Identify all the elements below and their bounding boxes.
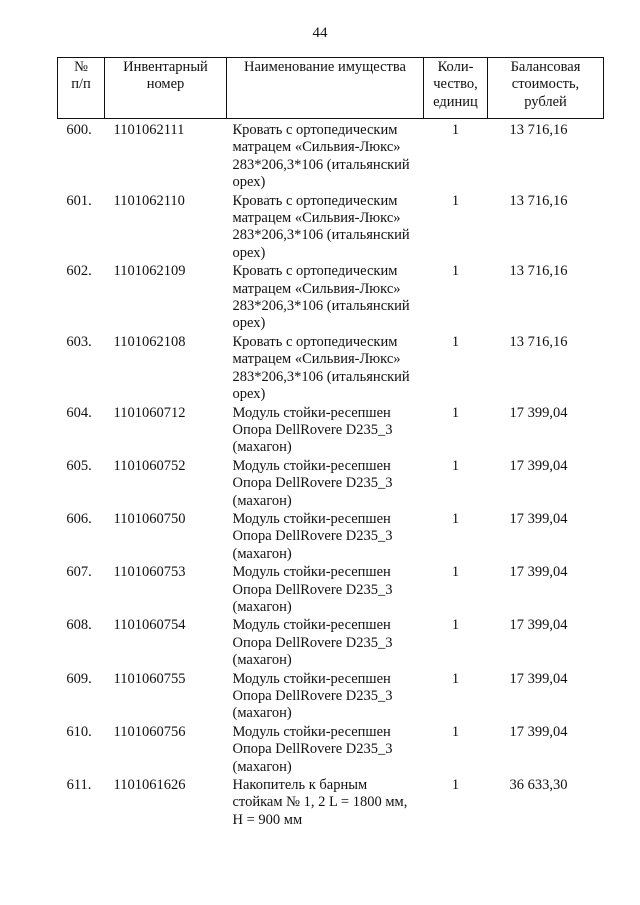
quantity: 1	[451, 777, 460, 794]
table-row	[58, 458, 604, 511]
item-name-line: Кровать с ортопедическим	[232, 192, 398, 209]
quantity: 1	[451, 457, 460, 474]
row-number: 601.	[66, 192, 92, 209]
item-name-line: 283*206,3*106 (итальянский	[232, 156, 410, 173]
item-name-line: (махагон)	[232, 439, 292, 456]
item-name-line: Кровать с ортопедическим	[232, 122, 398, 138]
balance-cost: 13 716,16	[509, 333, 568, 350]
item-name-line: Опора DellRovere D235_3	[232, 421, 393, 438]
header-row	[58, 58, 604, 119]
row-number: 608.	[66, 617, 92, 634]
inventory-number: 1101060712	[113, 404, 186, 421]
table-row	[58, 671, 604, 724]
row-number: 606.	[66, 510, 92, 527]
item-name-line: H = 900 мм	[232, 811, 303, 828]
item-name-line: Модуль стойки-ресепшен	[232, 404, 391, 421]
table-row	[58, 334, 604, 405]
row-number: 604.	[66, 404, 92, 421]
item-name-line: матрацем «Сильвия-Люкс»	[232, 351, 401, 368]
item-name-line: 283*206,3*106 (итальянский	[232, 298, 410, 315]
inventory-number: 1101060750	[113, 510, 186, 527]
row-number: 603.	[66, 333, 92, 350]
item-name-line: орех)	[232, 244, 266, 261]
table-row	[58, 564, 604, 617]
quantity: 1	[451, 670, 460, 687]
table-row	[58, 119, 604, 193]
item-name-line: Модуль стойки-ресепшен	[232, 564, 391, 581]
header-balance-cost: Балансовая стоимость, рублей	[488, 58, 604, 119]
inventory-number: 1101060753	[113, 564, 186, 581]
quantity: 1	[451, 263, 460, 280]
item-name-line: матрацем «Сильвия-Люкс»	[232, 210, 401, 227]
item-name-line: (махагон)	[232, 492, 292, 509]
quantity: 1	[451, 333, 460, 350]
item-name	[227, 724, 424, 777]
inventory-number: 1101062109	[113, 263, 186, 280]
item-name	[227, 617, 424, 670]
quantity: 1	[451, 723, 460, 740]
item-name-line: (махагон)	[232, 758, 292, 775]
item-name-line: 283*206,3*106 (итальянский	[232, 368, 410, 385]
inventory-number: 1101062111	[113, 122, 185, 138]
item-name-line: (махагон)	[232, 598, 292, 615]
item-name-line: Модуль стойки-ресепшен	[232, 457, 391, 474]
item-name-line: (махагон)	[232, 652, 292, 669]
table-row	[58, 724, 604, 777]
item-name-line: Опора DellRovere D235_3	[232, 475, 393, 492]
balance-cost: 13 716,16	[509, 122, 568, 138]
item-name	[227, 334, 424, 405]
item-name-line: Модуль стойки-ресепшен	[232, 510, 391, 527]
item-name-line: орех)	[232, 386, 266, 403]
balance-cost: 17 399,04	[509, 457, 568, 474]
item-name-line: (махагон)	[232, 545, 292, 562]
balance-cost: 17 399,04	[509, 723, 568, 740]
item-name-line: матрацем «Сильвия-Люкс»	[232, 280, 401, 297]
row-number: 602.	[66, 263, 92, 280]
balance-cost: 36 633,30	[509, 777, 568, 794]
quantity: 1	[451, 510, 460, 527]
item-name-line: (махагон)	[232, 705, 292, 722]
table-row	[58, 617, 604, 670]
item-name-line: Модуль стойки-ресепшен	[232, 617, 391, 634]
inventory-number: 1101060752	[113, 457, 186, 474]
item-name	[227, 777, 424, 830]
inventory-number: 1101060754	[113, 617, 186, 634]
item-name	[227, 193, 424, 264]
item-name	[227, 263, 424, 334]
quantity: 1	[451, 192, 460, 209]
table-body	[58, 119, 604, 831]
item-name-line: Кровать с ортопедическим	[232, 333, 398, 350]
item-name-line: орех)	[232, 174, 266, 191]
header-quantity: Коли- чество, единиц	[424, 58, 488, 119]
item-name	[227, 511, 424, 564]
item-name	[227, 405, 424, 458]
row-number: 611.	[66, 777, 92, 794]
item-name-line: Опора DellRovere D235_3	[232, 581, 393, 598]
item-name-line: стойкам № 1, 2 L = 1800 мм,	[232, 794, 408, 811]
item-name-line: Модуль стойки-ресепшен	[232, 670, 391, 687]
table-header	[58, 58, 604, 119]
item-name-line: Накопитель к барным	[232, 777, 368, 794]
balance-cost: 17 399,04	[509, 564, 568, 581]
inventory-number: 1101060756	[113, 723, 186, 740]
item-name	[227, 671, 424, 724]
page-number: 44	[312, 25, 328, 41]
balance-cost: 17 399,04	[509, 510, 568, 527]
inventory-number: 1101062108	[113, 333, 186, 350]
inventory-table	[57, 57, 604, 830]
item-name-line: Опора DellRovere D235_3	[232, 688, 393, 704]
inventory-number: 1101062110	[113, 192, 185, 209]
quantity: 1	[451, 404, 460, 421]
balance-cost: 17 399,04	[509, 670, 568, 687]
item-name-line: Кровать с ортопедическим	[232, 263, 398, 280]
item-name	[227, 119, 424, 193]
header-item-name: Наименование имущества	[227, 58, 424, 119]
row-number: 600.	[66, 122, 92, 138]
item-name-line: Модуль стойки-ресепшен	[232, 723, 391, 740]
inventory-number: 1101061626	[113, 777, 186, 794]
row-number: 605.	[66, 457, 92, 474]
table-row	[58, 263, 604, 334]
balance-cost: 17 399,04	[509, 404, 568, 421]
balance-cost: 17 399,04	[509, 617, 568, 634]
table-row	[58, 511, 604, 564]
table-row	[58, 193, 604, 264]
balance-cost: 13 716,16	[509, 263, 568, 280]
header-inventory-number: Инвентарный номер	[105, 58, 227, 119]
item-name-line: 283*206,3*106 (итальянский	[232, 227, 410, 244]
item-name-line: орех)	[232, 315, 266, 332]
item-name	[227, 564, 424, 617]
item-name-line: Опора DellRovere D235_3	[232, 528, 393, 545]
quantity: 1	[451, 122, 460, 138]
item-name-line: матрацем «Сильвия-Люкс»	[232, 139, 401, 156]
quantity: 1	[451, 564, 460, 581]
balance-cost: 13 716,16	[509, 192, 568, 209]
quantity: 1	[451, 617, 460, 634]
table-row	[58, 777, 604, 830]
row-number: 609.	[66, 670, 92, 687]
inventory-number: 1101060755	[113, 670, 186, 687]
item-name-line: Опора DellRovere D235_3	[232, 634, 393, 651]
item-name-line: Опора DellRovere D235_3	[232, 741, 393, 758]
header-number: № п/п	[58, 58, 105, 119]
row-number: 607.	[66, 564, 92, 581]
item-name	[227, 458, 424, 511]
table-row	[58, 405, 604, 458]
row-number: 610.	[66, 723, 92, 740]
